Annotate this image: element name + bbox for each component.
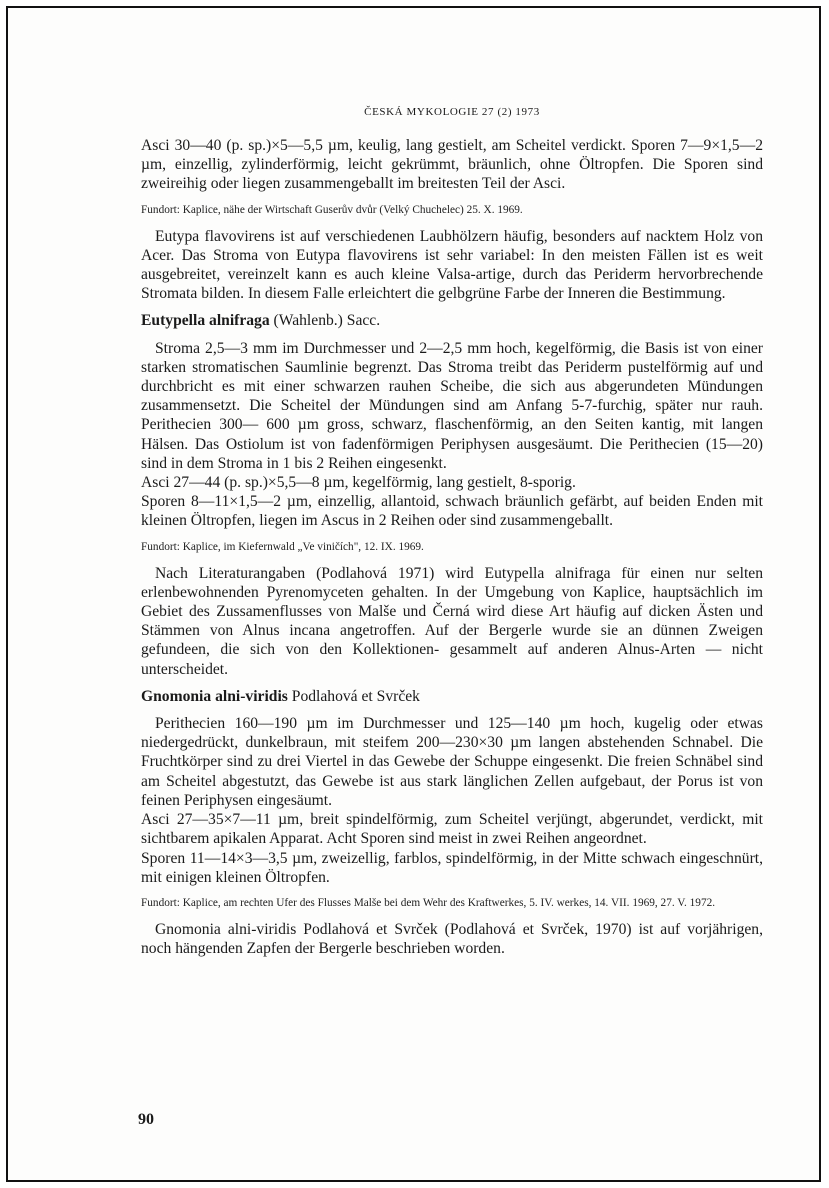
running-header: ČESKÁ MYKOLOGIE 27 (2) 1973 (364, 106, 540, 118)
asci-paragraph: Asci 30—40 (p. sp.)×5—5,5 µm, keulig, lang gestielt, am Scheitel verdickt. Sporen 7—9×1,5—2 µm, einzellig, zylinderförmig, leicht gekrümmt, bräunlich, ohne Öltropfen. Die Sporen sind zweireihig oder liegen zusammengeballt im breitesten Teil der Asci. (141, 137, 763, 193)
fundort-note: Fundort: Kaplice, am rechten Ufer des Flusses Malše bei dem Wehr des Kraftwerkes, 5. IV. werkes, 14. VII. 1969, 27. V. 1972. (141, 896, 716, 909)
description-paragraph: Stroma 2,5—3 mm im Durchmesser und 2—2,5 mm hoch, kegelförmig, die Basis ist von einer starken stromatischen Saumlinie begrenzt. Das Stroma treibt das Periderm pustelförmig auf und durchbricht es mit einer schwarzen rauhen Scheibe, die sich aus abgerundeten Mündungen zusammensetzt. Die Scheitel der Mündungen sind am Anfang 5-7-furchig, später nur rauh. Perithecien 300— 600 µm gross, schwarz, flaschenförmig, an den Seiten kantig, mit langen Hälsen. Das Ostiolum ist von fadenförmigen Periphysen ausgesäumt. Die Perithecien (15—20) sind in dem Stroma in 1 bis 2 Reihen eingesenkt. (141, 339, 763, 472)
page-frame (6, 6, 821, 1182)
species-heading (141, 687, 763, 706)
species-author: (Wahlenb.) Sacc. (269, 312, 381, 330)
sporen-paragraph: Sporen 11—14×3—3,5 µm, zweizellig, farblos, spindelförmig, in der Mitte schwach eingeschnürt, mit einigen kleinen Öltropfen. (141, 849, 763, 886)
page-number: 90 (138, 1111, 154, 1128)
species-author: Podlahová et Svrček (287, 687, 420, 705)
species-name: Eutypella alnifraga (141, 312, 270, 330)
body-text (141, 136, 763, 958)
asci-paragraph: Asci 27—44 (p. sp.)×5,5—8 µm, kegelförmig, lang gestielt, 8-sporig. (141, 474, 576, 492)
discussion-paragraph: Eutypa flavovirens ist auf verschiedenen Laubhölzern häufig, besonders auf nacktem Holz von Acer. Das Stroma von Eutypa flavovirens ist sehr variabel: In den meisten Fällen ist es weit ausgebreitet, vereinzelt kann es auch kleine Valsa-artige, durch das Periderm hervorbrechende Stromata bilden. In diesem Falle erleichtert die gelbgrüne Farbe der Inneren die Bestimmung. (141, 227, 763, 303)
species-name: Gnomonia alni-viridis (141, 687, 288, 705)
sporen-paragraph: Sporen 8—11×1,5—2 µm, einzellig, allantoid, schwach bräunlich gefärbt, auf beiden Enden mit kleinen Öltropfen, liegen im Ascus in 2 Reihen oder sind zusammengeballt. (141, 493, 763, 530)
species-heading (141, 311, 763, 330)
discussion-paragraph: Gnomonia alni-viridis Podlahová et Svrček (Podlahová et Svrček, 1970) ist auf vorjährigen, noch hängenden Zapfen der Bergerle beschrieben worden. (141, 920, 763, 958)
asci-paragraph: Asci 27—35×7—11 µm, breit spindelförmig, zum Scheitel verjüngt, abgerundet, verdickt, mit sichtbarem apikalen Apparat. Acht Sporen sind meist in zwei Reihen angeordnet. (141, 811, 763, 848)
discussion-paragraph: Nach Literaturangaben (Podlahová 1971) wird Eutypella alnifraga für einen nur selten erlenbewohnenden Pyrenomyceten gehalten. In der Umgebung von Kaplice, hauptsächlich im Gebiet des Zussamenflusses von Malše und Černá wird diese Art häufig auf dicken Ästen und Stämmen von Alnus incana angetroffen. Auf der Bergerle wurde sie an dünnen Zweigen gefundeen, die sich von den Kollektionen- gesammelt auf anderen Alnus-Arten — nicht unterscheidet. (141, 564, 763, 678)
fundort-note: Fundort: Kaplice, nähe der Wirtschaft Guserův dvůr (Velký Chuchelec) 25. X. 1969. (141, 203, 523, 216)
fundort-note: Fundort: Kaplice, im Kiefernwald „Ve viničích", 12. IX. 1969. (141, 540, 424, 553)
description-paragraph: Perithecien 160—190 µm im Durchmesser und 125—140 µm hoch, kugelig oder etwas niedergedrückt, dunkelbraun, mit steifem 200—230×30 µm langen abstehenden Schnabel. Die Fruchtkörper sind zu drei Viertel in das Gewebe der Schuppe eingesenkt. Die freien Schnäbel sind am Scheitel abgestutzt, das Gewebe ist aus stark länglichen Zellen aufgebaut, der Porus ist von feinen Periphysen eingesäumt. (141, 715, 763, 809)
